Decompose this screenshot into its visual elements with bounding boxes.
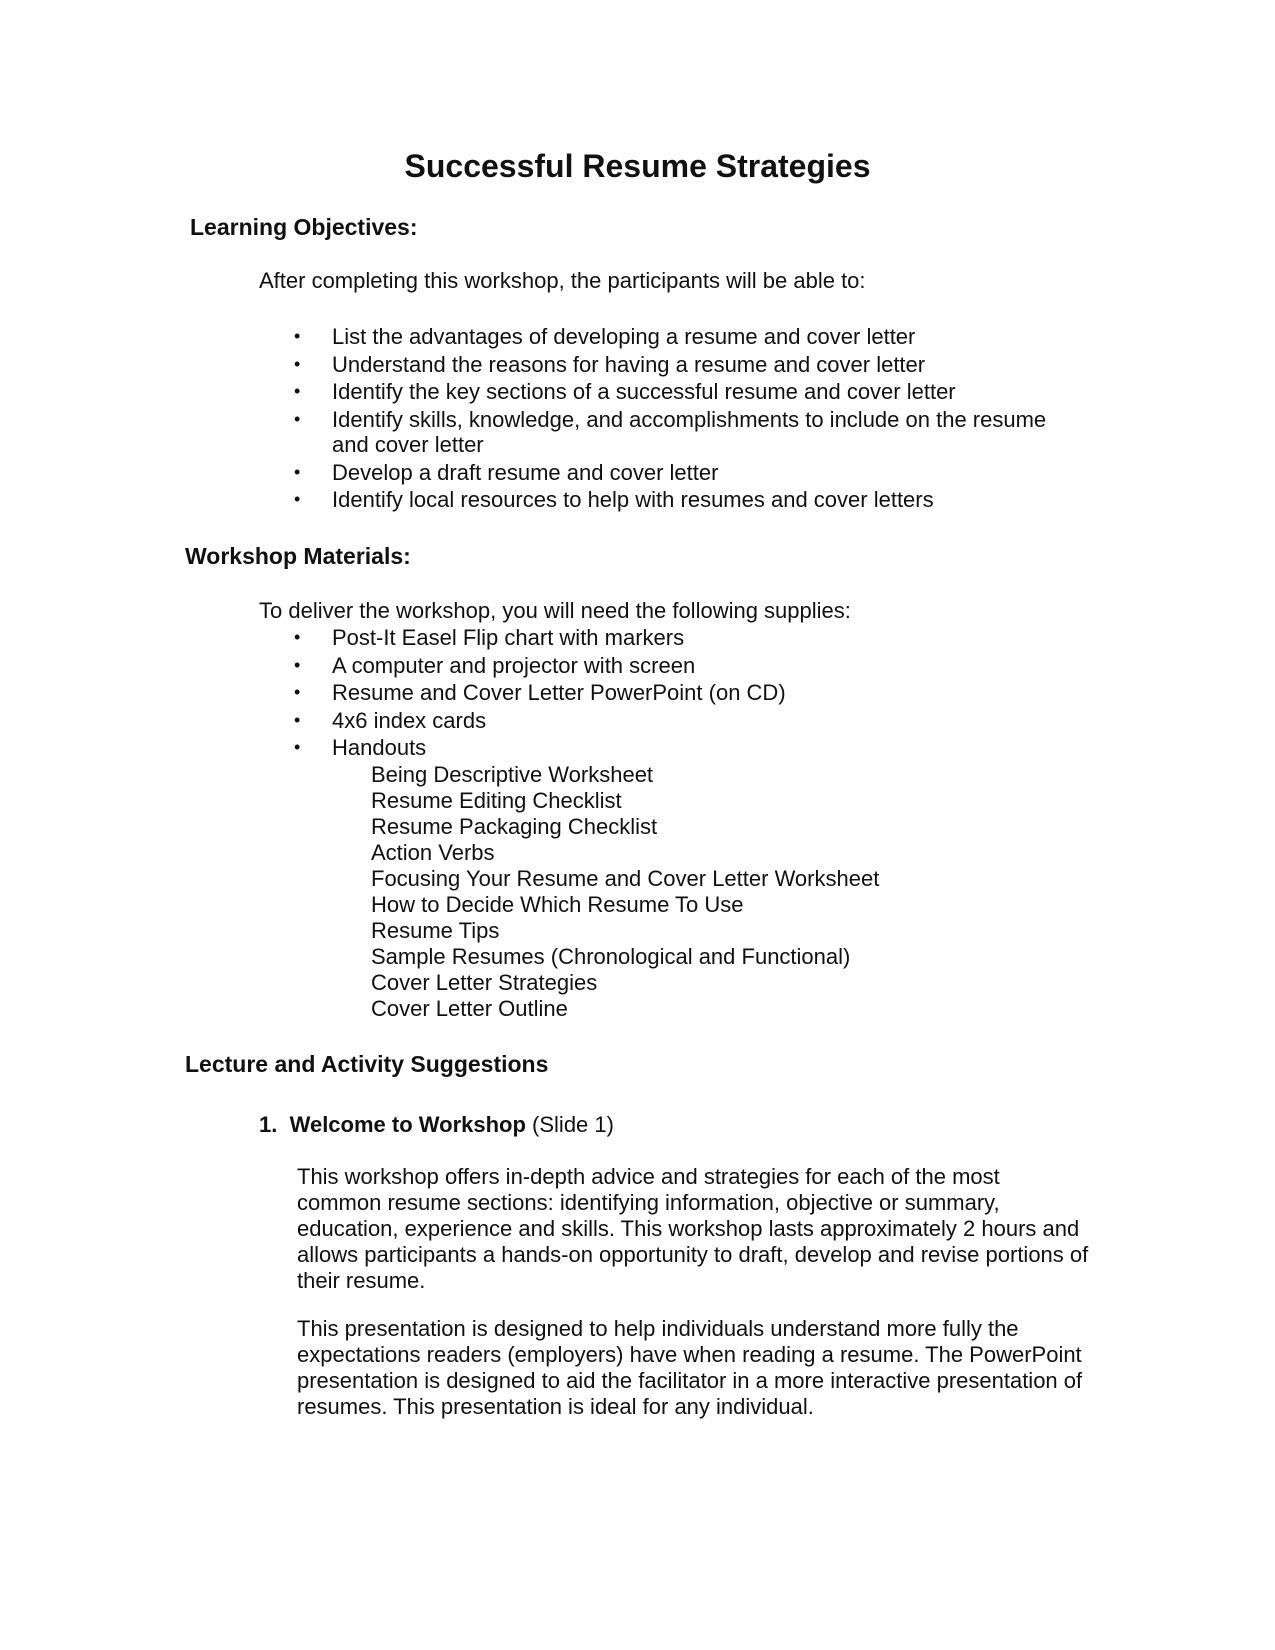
learning-objectives-list xyxy=(292,323,1046,514)
list-item: • Post-It Easel Flip chart with markers xyxy=(294,625,685,650)
list-item: • Develop a draft resume and cover letter xyxy=(294,459,719,485)
list-item: • Resume and Cover Letter PowerPoint (on CD) xyxy=(294,680,786,705)
list-item: Being Descriptive Worksheet xyxy=(371,762,654,787)
list-item: • Handouts xyxy=(294,735,427,760)
lecture-item-heading xyxy=(259,1112,614,1138)
list-item: Resume Editing Checklist xyxy=(371,788,622,813)
bullet-icon: • xyxy=(294,709,301,730)
bullet-icon: • xyxy=(294,408,301,429)
list-item: • Identify skills, knowledge, and accomplishments to include on the resume and cover letter xyxy=(294,406,1047,457)
bullet-icon: • xyxy=(294,627,301,647)
bullet-icon: • xyxy=(294,461,301,482)
bullet-icon: • xyxy=(294,654,301,675)
item-slide: (Slide 1) xyxy=(532,1112,614,1137)
lecture-paragraph-2: This presentation is designed to help individuals understand more fully the expectations readers (employers) have when reading a resume. The PowerPoint presentation is designed to aid the facilitator in a more interactive presentation of resumes. This presentation is ideal for any individual. xyxy=(297,1316,1083,1419)
list-item: • 4x6 index cards xyxy=(294,707,487,733)
list-item: • Understand the reasons for having a resume and cover letter xyxy=(294,351,926,377)
list-item: Resume Tips xyxy=(371,918,500,943)
workshop-materials-intro: To deliver the workshop, you will need the following supplies: xyxy=(259,598,851,623)
list-item: Action Verbs xyxy=(371,840,495,865)
list-item: How to Decide Which Resume To Use xyxy=(371,892,744,917)
learning-objectives-heading: Learning Objectives: xyxy=(190,214,418,240)
bullet-icon: • xyxy=(294,682,301,702)
list-item: • A computer and projector with screen xyxy=(294,652,696,678)
bullet-icon: • xyxy=(294,381,301,401)
bullet-icon: • xyxy=(294,326,301,346)
bullet-icon: • xyxy=(294,353,301,374)
item-number: 1. xyxy=(259,1112,278,1137)
lecture-paragraph-1: This workshop offers in-depth advice and strategies for each of the most common resume sections: identifying information, objective or summary, education, experience and skills. This workshop lasts approximately 2 hours and allows participants a hands-on opportunity to draft, develop and revise portions of their resume. xyxy=(297,1164,1089,1293)
list-item: Focusing Your Resume and Cover Letter Worksheet xyxy=(371,866,880,891)
list-item: Resume Packaging Checklist xyxy=(371,814,658,839)
item-title: Welcome to Workshop xyxy=(289,1112,526,1137)
learning-objectives-intro: After completing this workshop, the participants will be able to: xyxy=(259,268,866,293)
document-title: Successful Resume Strategies xyxy=(404,148,871,184)
list-item: • Identify local resources to help with resumes and cover letters xyxy=(294,487,934,512)
list-item: Sample Resumes (Chronological and Functional) xyxy=(371,944,851,969)
list-item: • List the advantages of developing a resume and cover letter xyxy=(294,324,916,349)
list-item: Cover Letter Outline xyxy=(371,996,568,1021)
bullet-icon: • xyxy=(294,489,301,509)
list-item: • Identify the key sections of a successful resume and cover letter xyxy=(294,379,956,404)
lecture-heading: Lecture and Activity Suggestions xyxy=(185,1051,549,1077)
bullet-icon: • xyxy=(294,737,301,757)
list-item: Cover Letter Strategies xyxy=(371,970,598,995)
handouts-list xyxy=(371,762,879,1022)
workshop-materials-heading: Workshop Materials: xyxy=(185,543,411,569)
workshop-materials-list xyxy=(292,624,786,762)
